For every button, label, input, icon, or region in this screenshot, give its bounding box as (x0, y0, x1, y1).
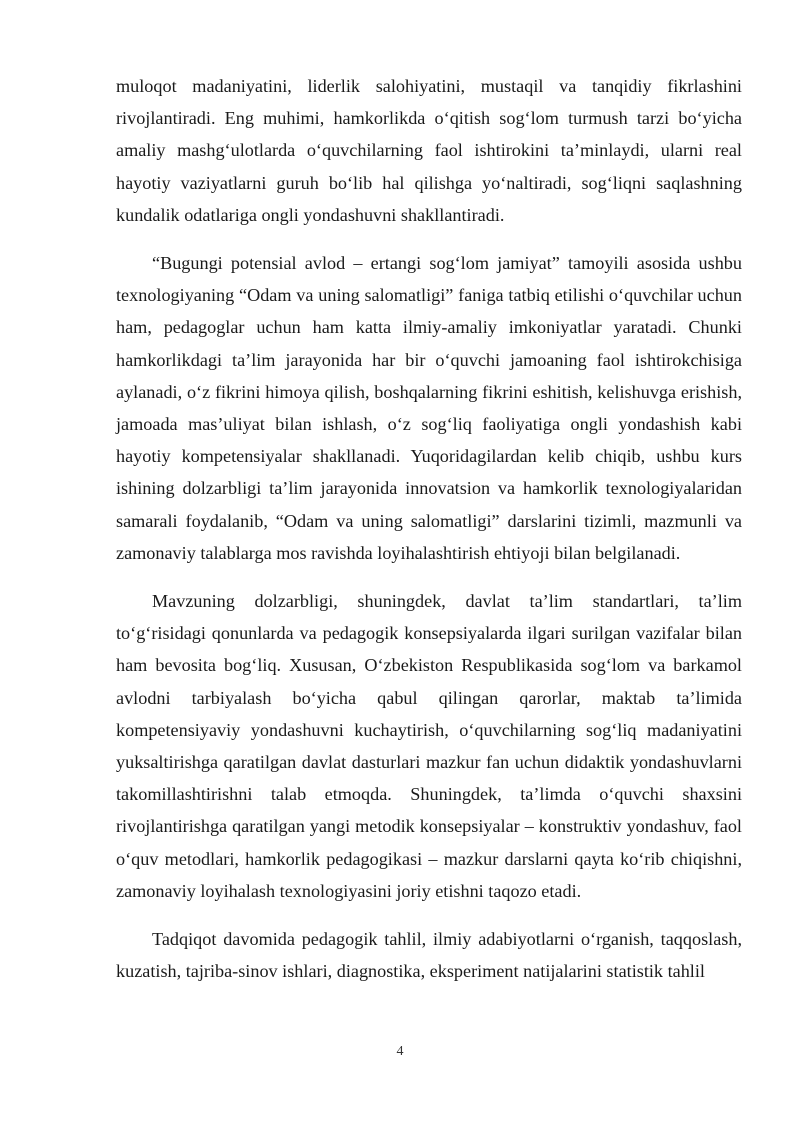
paragraph-principle: “Bugungi potensial avlod – ertangi sog‘lom jamiyat” tamoyili asosida ushbu texnologiyaning “Odam va uning salomatligi” faniga tatbiq etilishi o‘quvchilar uchun ham, pedagoglar uchun ham katta ilmiy-amaliy imkoniyatlar yaratadi. Chunki hamkorlikdagi ta’lim jarayonida har bir o‘quvchi jamoaning faol ishtirokchisiga aylanadi, o‘z fikrini himoya qilish, boshqalarning fikrini eshitish, kelishuvga erishish, jamoada mas’uliyat bilan ishlash, o‘z sog‘liq faoliyatiga ongli yondashish kabi hayotiy kompetensiyalar shakllanadi. Yuqoridagilardan kelib chiqib, ushbu kurs ishining dolzarbligi ta’lim jarayonida innovatsion va hamkorlik texnologiyalaridan samarali foydalanib, “Odam va uning salomatligi” darslarini tizimli, mazmunli va zamonaviy talablarga mos ravishda loyihalashtirish ehtiyoji bilan belgilanadi. (116, 253, 742, 563)
paragraph-continuation: muloqot madaniyatini, liderlik salohiyatini, mustaqil va tanqidiy fikrlashini rivojlantiradi. Eng muhimi, hamkorlikda o‘qitish sog‘lom turmush tarzi bo‘yicha amaliy mashg‘ulotlarda o‘quvchilarning faol ishtirokini ta’minlaydi, ularni real hayotiy vaziyatlarni guruh bo‘lib hal qilishga yo‘naltiradi, sog‘liqni saqlashning kundalik odatlariga ongli yondashuvni shakllantiradi. (116, 76, 742, 225)
page-number: 4 (396, 1044, 404, 1059)
body-text (116, 70, 742, 987)
paragraph-methods: Tadqiqot davomida pedagogik tahlil, ilmiy adabiyotlarni o‘rganish, taqqoslash, kuzatish, tajriba-sinov ishlari, diagnostika, eksperiment natijalarini statistik tahlil (116, 929, 742, 982)
paragraph-relevance: Mavzuning dolzarbligi, shuningdek, davlat ta’lim standartlari, ta’lim to‘g‘risidagi qonunlarda va pedagogik konsepsiyalarda ilgari surilgan vazifalar bilan ham bevosita bog‘liq. Xususan, O‘zbekiston Respublikasida sog‘lom va barkamol avlodni tarbiyalash bo‘yicha qabul qilingan qarorlar, maktab ta’limida kompetensiyaviy yondashuvni kuchaytirish, o‘quvchilarning sog‘liq madaniyatini yuksaltirishga qaratilgan davlat dasturlari mazkur fan uchun didaktik yondashuvlarni takomillashtirishni talab etmoqda. Shuningdek, ta’limda o‘quvchi shaxsini rivojlantirishga qaratilgan yangi metodik konsepsiyalar – konstruktiv yondashuv, faol o‘quv metodlari, hamkorlik pedagogikasi – mazkur darslarni qayta ko‘rib chiqishni, zamonaviy loyihalash texnologiyasini joriy etishni taqozo etadi. (116, 591, 742, 901)
